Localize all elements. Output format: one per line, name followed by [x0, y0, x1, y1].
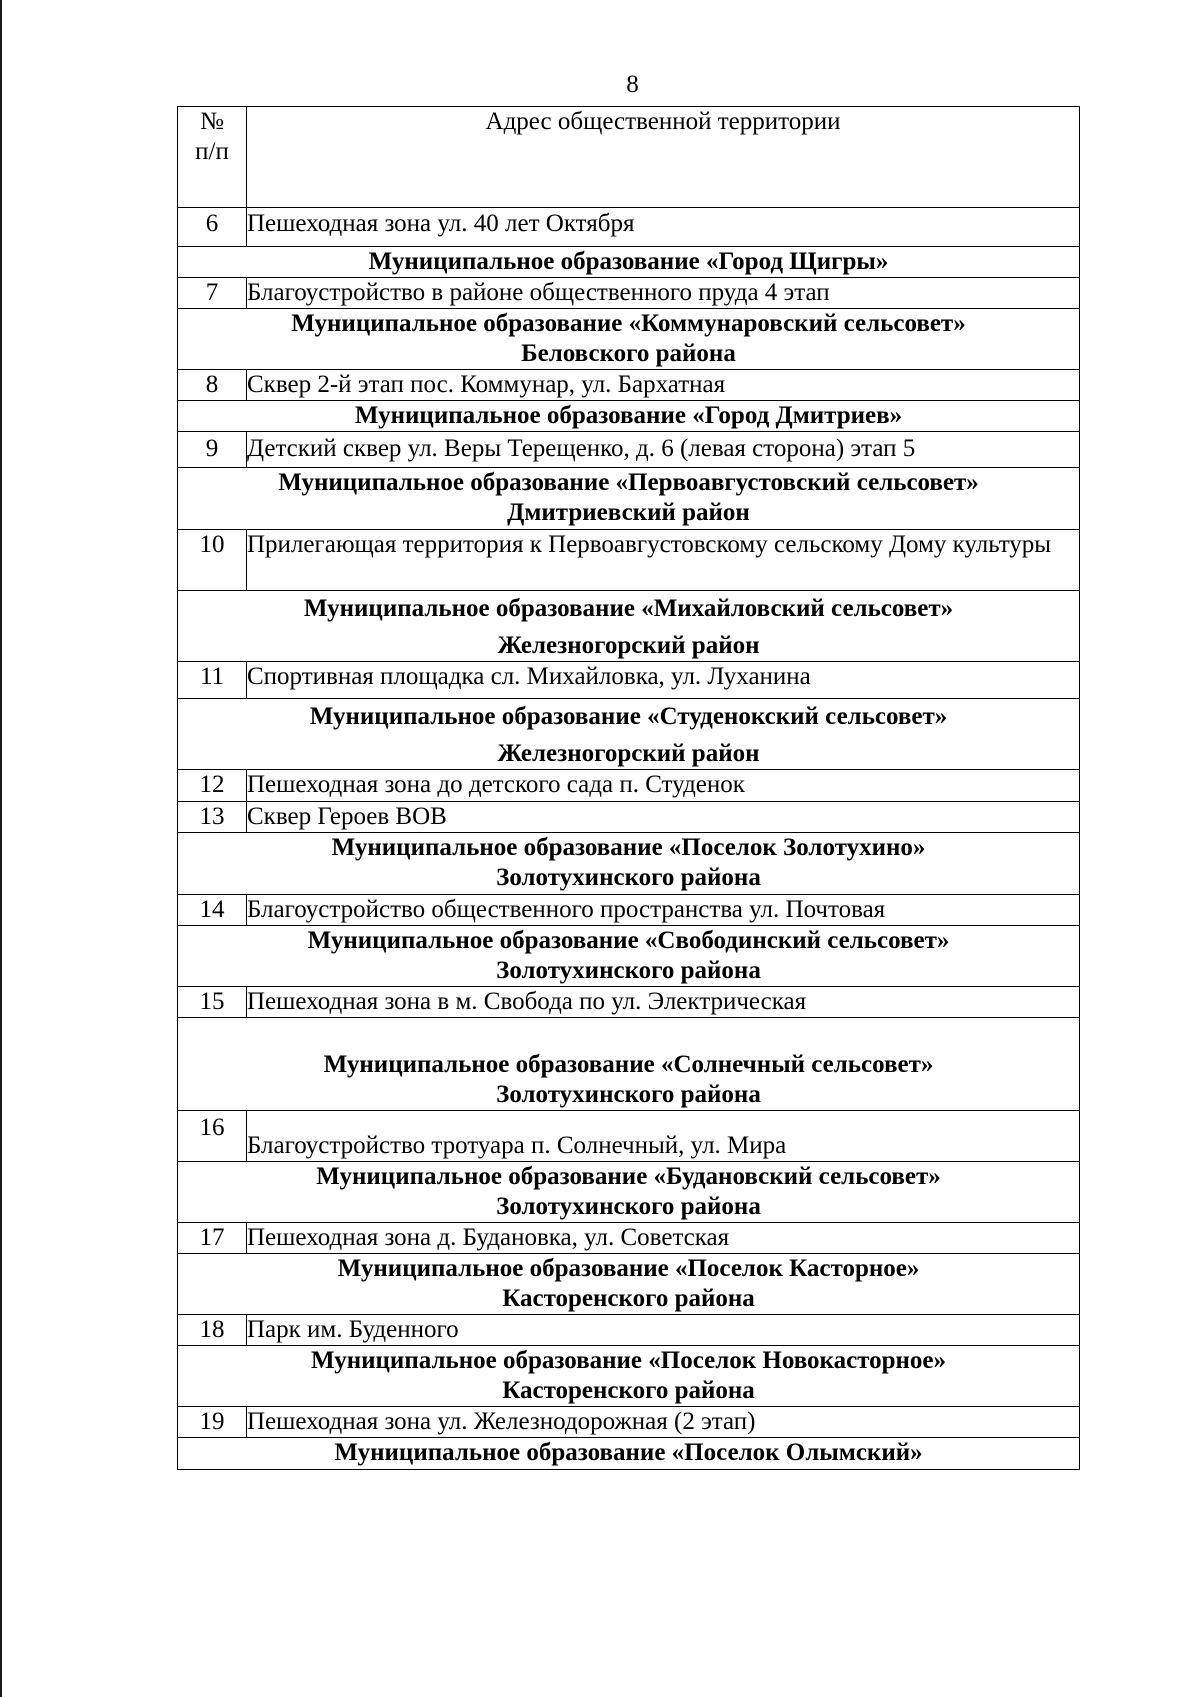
row-address: Пешеходная зона ул. Железнодорожная (2 этап) [247, 1407, 1080, 1438]
section-district: Железногорский район [497, 632, 760, 659]
row-number: 9 [178, 432, 247, 468]
table-row [178, 208, 1080, 247]
table-row [178, 770, 1080, 802]
section-title: Муниципальное образование «Поселок Касторное» [337, 1255, 920, 1282]
territory-table [177, 106, 1080, 1470]
row-number: 13 [178, 802, 247, 833]
section-heading [178, 1018, 1080, 1111]
section-district: Касторенского района [502, 1285, 755, 1312]
section-heading [178, 468, 1080, 530]
section-row [178, 699, 1080, 770]
table-row [178, 987, 1080, 1018]
section-title: Муниципальное образование «Свободинский сельсовет» [307, 927, 950, 954]
section-row [178, 468, 1080, 530]
section-district: Железногорский район [497, 740, 760, 767]
section-heading [178, 591, 1080, 662]
table-row [178, 1407, 1080, 1438]
section-title: Муниципальное образование «Поселок Олымский» [334, 1439, 923, 1466]
section-title: Муниципальное образование «Первоавгустовский сельсовет» [278, 469, 979, 496]
section-heading [178, 926, 1080, 987]
header-row [178, 107, 1080, 208]
row-number: 8 [178, 370, 247, 401]
section-title: Муниципальное образование «Будановский сельсовет» [316, 1163, 941, 1190]
table-row [178, 895, 1080, 926]
section-row [178, 591, 1080, 662]
section-row [178, 1018, 1080, 1111]
row-number: 14 [178, 895, 247, 926]
section-row [178, 247, 1080, 278]
table-row [178, 1223, 1080, 1254]
section-heading [178, 247, 1080, 278]
row-address: Пешеходная зона ул. 40 лет Октября [247, 208, 1080, 247]
row-address: Спортивная площадка сл. Михайловка, ул. Луханина [247, 662, 1080, 699]
section-heading [178, 309, 1080, 370]
section-heading [178, 401, 1080, 432]
row-number: 12 [178, 770, 247, 802]
row-number: 16 [178, 1111, 247, 1162]
section-title: Муниципальное образование «Михайловский сельсовет» [303, 595, 954, 622]
row-number: 19 [178, 1407, 247, 1438]
section-heading [178, 699, 1080, 770]
row-address: Сквер 2-й этап пос. Коммунар, ул. Бархатная [247, 370, 1080, 401]
section-title: Муниципальное образование «Город Дмитриев» [354, 402, 903, 429]
row-address: Благоустройство общественного пространства ул. Почтовая [247, 895, 1080, 926]
section-title: Муниципальное образование «Солнечный сельсовет» [323, 1051, 934, 1078]
table-row [178, 1315, 1080, 1346]
table-row [178, 662, 1080, 699]
table-row [178, 1111, 1080, 1162]
row-address: Пешеходная зона в м. Свобода по ул. Электрическая [247, 987, 1080, 1018]
row-address: Прилегающая территория к Первоавгустовскому сельскому Дому культуры [247, 530, 1080, 591]
page-number: 8 [626, 71, 639, 98]
row-address: Пешеходная зона до детского сада п. Студенок [247, 770, 1080, 802]
header-number-line1: № [200, 108, 224, 135]
row-address: Пешеходная зона д. Будановка, ул. Советская [247, 1223, 1080, 1254]
row-address: Благоустройство в районе общественного пруда 4 этап [247, 278, 1080, 309]
section-row [178, 1162, 1080, 1223]
section-row [178, 309, 1080, 370]
header-number-line2: п/п [195, 138, 229, 165]
section-heading [178, 833, 1080, 895]
section-heading [178, 1254, 1080, 1315]
row-address: Парк им. Буденного [247, 1315, 1080, 1346]
header-address-title: Адрес общественной территории [247, 107, 1080, 208]
section-district: Дмитриевский район [507, 499, 750, 526]
section-title: Муниципальное образование «Поселок Золотухино» [331, 834, 926, 861]
table-row [178, 802, 1080, 833]
row-number: 17 [178, 1223, 247, 1254]
scan-edge [0, 0, 2, 1697]
section-district: Золотухинского района [496, 1081, 761, 1108]
section-district: Касторенского района [502, 1377, 755, 1404]
header-number-cell [178, 107, 247, 208]
section-district: Золотухинского района [496, 864, 761, 891]
section-heading [178, 1346, 1080, 1407]
table-row [178, 432, 1080, 468]
row-number: 10 [178, 530, 247, 591]
section-heading [178, 1438, 1080, 1470]
row-address: Детский сквер ул. Веры Терещенко, д. 6 (левая сторона) этап 5 [247, 432, 1080, 468]
section-title: Муниципальное образование «Коммунаровский сельсовет» [291, 310, 966, 337]
row-number: 18 [178, 1315, 247, 1346]
section-row [178, 1438, 1080, 1470]
section-row [178, 833, 1080, 895]
section-row [178, 926, 1080, 987]
row-address: Сквер Героев ВОВ [247, 802, 1080, 833]
table-row [178, 278, 1080, 309]
section-row [178, 401, 1080, 432]
section-title: Муниципальное образование «Город Щигры» [368, 248, 889, 275]
section-district: Золотухинского района [496, 1193, 761, 1220]
table-row [178, 370, 1080, 401]
territory-table-body [178, 107, 1080, 1470]
row-number: 11 [178, 662, 247, 699]
section-district: Беловского района [521, 340, 736, 367]
section-row [178, 1346, 1080, 1407]
section-row [178, 1254, 1080, 1315]
section-title: Муниципальное образование «Студенокский сельсовет» [309, 703, 948, 730]
section-district: Золотухинского района [496, 957, 761, 984]
row-number: 15 [178, 987, 247, 1018]
section-title: Муниципальное образование «Поселок Новокасторное» [310, 1347, 947, 1374]
table-row [178, 530, 1080, 591]
row-number: 6 [178, 208, 247, 247]
row-address: Благоустройство тротуара п. Солнечный, ул. Мира [247, 1111, 1080, 1162]
row-number: 7 [178, 278, 247, 309]
section-heading [178, 1162, 1080, 1223]
